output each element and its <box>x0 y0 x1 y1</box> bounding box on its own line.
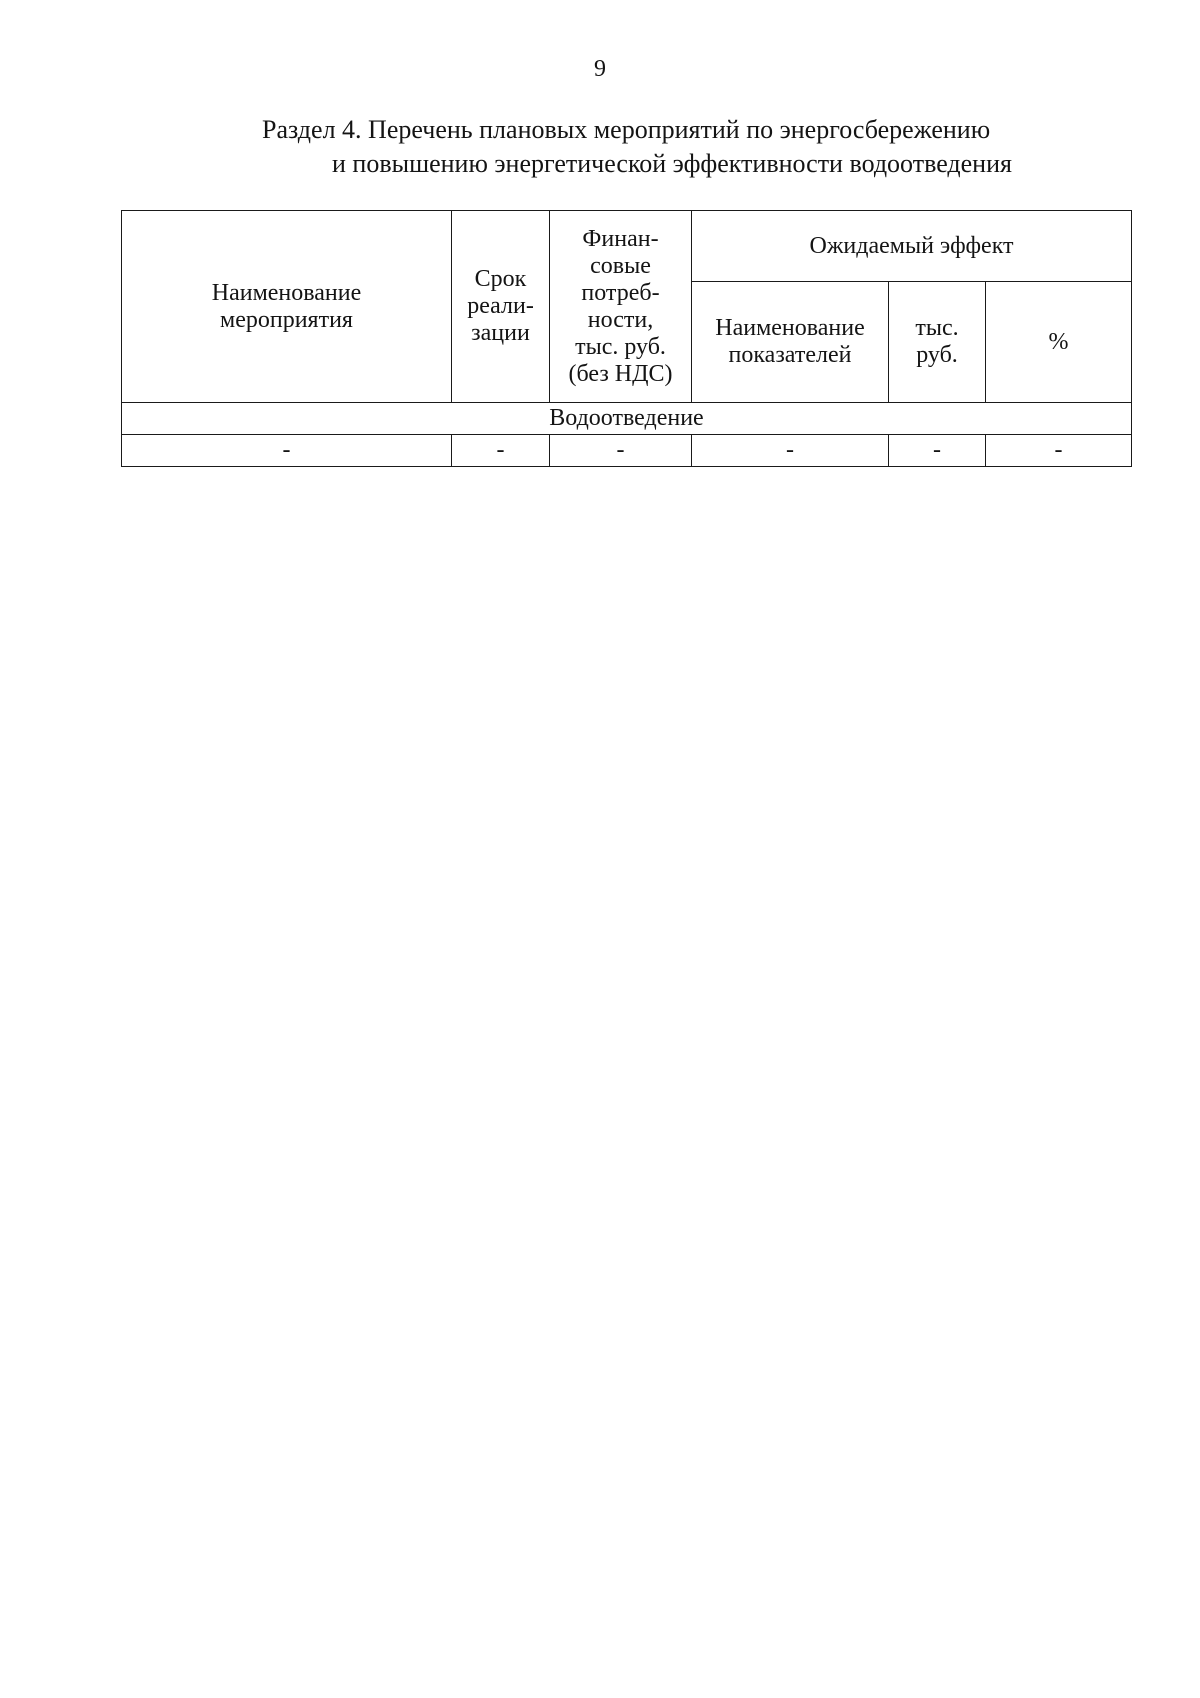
table-section-row <box>122 403 1132 435</box>
page-number: 9 <box>594 56 606 82</box>
table-cell: - <box>550 435 692 467</box>
header-implementation-term: Срок реали- зации <box>452 211 550 403</box>
table-cell: - <box>889 435 986 467</box>
section-title-line-2: и повышению энергетической эффективности водоотведения <box>332 149 1012 178</box>
table-cell: - <box>692 435 889 467</box>
section-title-line-1: Раздел 4. Перечень плановых мероприятий по энергосбережению <box>262 115 991 144</box>
table-cell: - <box>122 435 452 467</box>
header-thousand-rub: тыс. руб. <box>889 282 986 403</box>
table-row <box>122 435 1132 467</box>
table-cell: - <box>986 435 1132 467</box>
header-expected-effect: Ожидаемый эффект <box>692 211 1132 282</box>
measures-table <box>121 210 1132 467</box>
header-financial-needs: Финан- совые потреб- ности, тыс. руб. (без НДС) <box>550 211 692 403</box>
header-indicator-name: Наименование показателей <box>692 282 889 403</box>
header-measure-name: Наименование мероприятия <box>122 211 452 403</box>
table-header-row-1 <box>122 211 1132 282</box>
table-cell: - <box>452 435 550 467</box>
header-percent: % <box>986 282 1132 403</box>
section-label-water-disposal: Водоотведение <box>122 403 1132 435</box>
